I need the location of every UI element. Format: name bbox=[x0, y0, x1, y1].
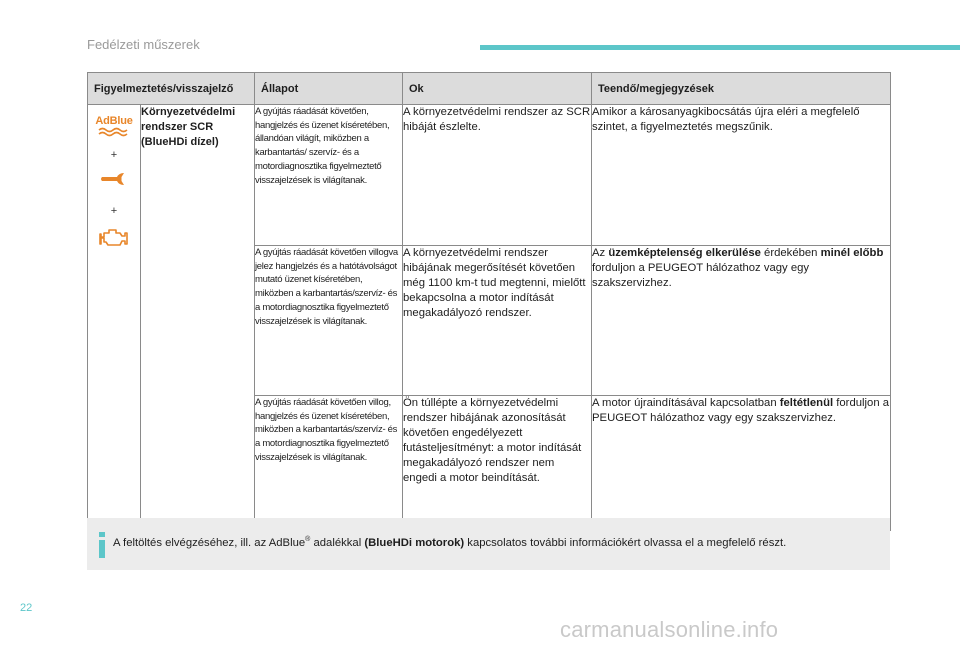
cause-cell: A környezetvédelmi rendszer az SCR hibáját észlelte. bbox=[403, 105, 592, 246]
todo-text: forduljon a PEUGEOT hálózathoz vagy egy szakszervizhez. bbox=[592, 262, 810, 289]
info-icon bbox=[95, 532, 109, 558]
todo-emphasis: feltétlenül bbox=[779, 397, 834, 409]
watermark: carmanualsonline.info bbox=[560, 617, 779, 642]
info-note bbox=[87, 518, 890, 570]
todo-text: Amikor a károsanyagkibocsátás újra eléri a megfelelő szintet, a figyelmeztetés megszűnik. bbox=[592, 106, 860, 133]
note-text-part: A feltöltés elvégzéséhez, ill. az AdBlue bbox=[113, 536, 306, 549]
todo-cell bbox=[592, 396, 891, 531]
todo-text: forduljon a PEUGEOT hálózathoz vagy egy szakszervizhez. bbox=[592, 397, 890, 424]
registered-mark: ® bbox=[305, 536, 311, 543]
todo-emphasis: üzemképtelenség elkerülése bbox=[608, 247, 761, 259]
column-header: Ok bbox=[403, 73, 592, 105]
indicator-icons-cell bbox=[88, 105, 141, 531]
table-row bbox=[88, 105, 891, 246]
note-text bbox=[113, 536, 786, 549]
plus-sign: + bbox=[110, 205, 118, 217]
table-header-row bbox=[88, 73, 891, 105]
state-cell: A gyújtás ráadását követően, hangjelzés és üzenet kíséretében, állandóan világít, miközben a karbantartás/ szervíz- és a motordiagnosztika figyelmeztető visszajelzések is világítanak. bbox=[255, 105, 403, 246]
wrench-icon bbox=[98, 171, 130, 189]
note-text-part: kapcsolatos további információkért olvassa el a megfelelő részt. bbox=[464, 536, 787, 549]
todo-text: A motor újraindításával kapcsolatban bbox=[592, 397, 780, 409]
section-title: Fedélzeti műszerek bbox=[87, 37, 200, 52]
adblue-label: AdBlue bbox=[95, 115, 133, 127]
indicator-name: Környezetvédelmi rendszer SCR (BlueHDi dízel) bbox=[141, 105, 255, 531]
todo-text: Az bbox=[592, 247, 609, 259]
column-header: Állapot bbox=[255, 73, 403, 105]
cause-cell: A környezetvédelmi rendszer hibájának megerősítését követően még 1100 km-t tud megtenni, mielőtt bekapcsolna a motor indítását megakadályozó rendszer. bbox=[403, 246, 592, 396]
plus-sign: + bbox=[110, 149, 118, 161]
adblue-icon bbox=[97, 127, 131, 137]
warning-table bbox=[87, 72, 891, 531]
todo-cell bbox=[592, 105, 891, 246]
state-cell: A gyújtás ráadását követően villog, hangjelzés és üzenet kíséretében, miközben a karbantartás/szervíz- és a motordiagnosztika figyelmeztető visszajelzések is világítanak. bbox=[255, 396, 403, 531]
state-cell: A gyújtás ráadását követően villogva jelez hangjelzés és a hatótávolságot mutató üzenet kíséretében, miközben a karbantartás/szervíz- és a motordiagnosztika figyelmeztető visszajelzések is világítanak. bbox=[255, 246, 403, 396]
note-emphasis: (BlueHDi motorok) bbox=[364, 536, 465, 549]
todo-emphasis: minél előbb bbox=[820, 247, 884, 259]
cause-cell: Ön túllépte a környezetvédelmi rendszer hibájának azonosítását követően engedélyezett futásteljesítményt: a motor indítását megakadályozó rendszer nem engedi a motor beindítását. bbox=[403, 396, 592, 531]
note-text-part: adalékkal bbox=[310, 536, 365, 549]
engine-icon bbox=[99, 225, 129, 249]
todo-cell bbox=[592, 246, 891, 396]
page-number: 22 bbox=[20, 602, 33, 614]
header-accent-bar bbox=[480, 45, 960, 50]
todo-text: érdekében bbox=[760, 247, 821, 259]
column-header: Figyelmeztetés/visszajelző bbox=[88, 73, 255, 105]
column-header: Teendő/megjegyzések bbox=[592, 73, 891, 105]
